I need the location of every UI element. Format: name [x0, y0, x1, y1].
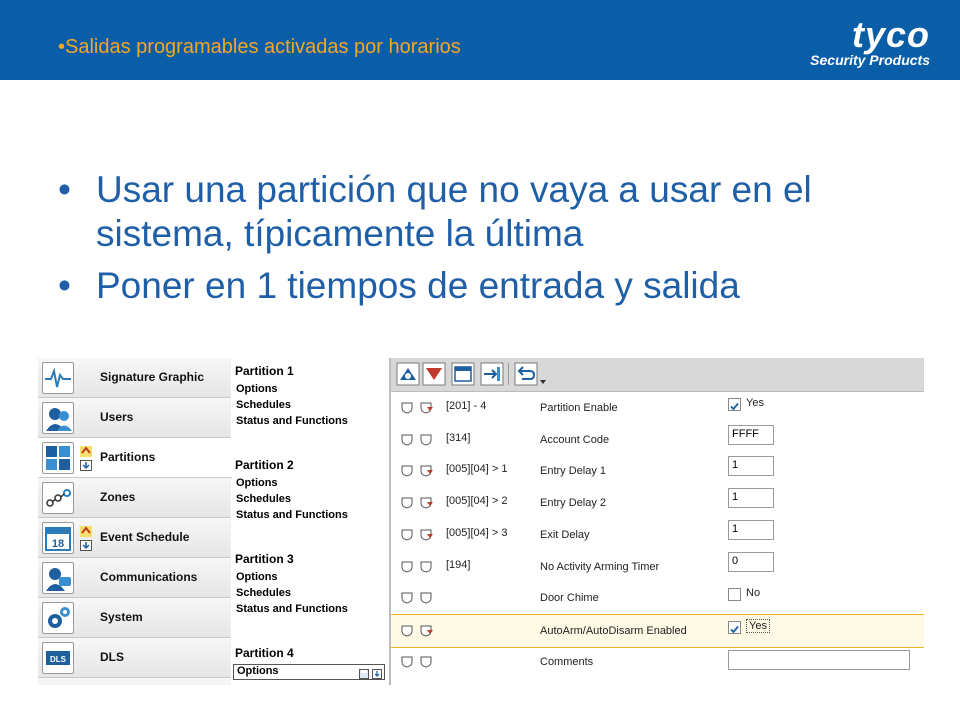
row-label: Door Chime	[540, 592, 599, 604]
nav-item-users[interactable]	[38, 398, 230, 438]
chevron-down-icon[interactable]	[540, 371, 546, 389]
nav-item-event-schedule[interactable]	[38, 518, 230, 558]
table-row	[391, 392, 924, 424]
shield-icon[interactable]	[401, 591, 413, 603]
dls-icon	[42, 642, 74, 674]
shield-red-icon[interactable]	[420, 624, 432, 636]
row-label: AutoArm/AutoDisarm Enabled	[540, 625, 687, 637]
table-row	[391, 614, 924, 648]
shield-icon[interactable]	[401, 433, 413, 445]
nav-label: Communications	[100, 570, 198, 584]
partition-status-link[interactable]: Status and Functions	[236, 509, 348, 521]
toolbar	[391, 358, 924, 392]
nav-item-partitions[interactable]	[38, 438, 232, 478]
bullet-text: Poner en 1 tiempos de entrada y salida	[96, 265, 740, 306]
row-label: Entry Delay 2	[540, 497, 607, 509]
option-checkbox[interactable]	[728, 588, 741, 601]
partition-tree	[231, 358, 391, 685]
nav-item-more[interactable]	[38, 678, 230, 685]
logo-subtitle: Security Products	[810, 52, 930, 68]
row-label: No Activity Arming Timer	[540, 561, 660, 573]
table-row	[391, 582, 924, 614]
option-value-field[interactable]: 1	[728, 520, 774, 540]
shield-icon[interactable]	[401, 464, 413, 476]
partition-header[interactable]: Partition 4	[235, 646, 294, 660]
partition-status-link[interactable]: Status and Functions	[236, 603, 348, 615]
option-checkbox[interactable]	[728, 398, 741, 411]
table-row	[391, 424, 924, 456]
option-value-field[interactable]: 1	[728, 488, 774, 508]
partition-schedules-link[interactable]: Schedules	[236, 587, 292, 599]
partition-status-link[interactable]: Status and Functions	[236, 415, 348, 427]
nav-label: DLS	[100, 650, 124, 664]
left-nav	[38, 358, 232, 685]
comments-field[interactable]	[728, 650, 910, 670]
row-reference: [005][04] > 2	[446, 495, 508, 507]
dls-app-window	[38, 358, 924, 685]
shield-icon[interactable]	[401, 624, 413, 636]
option-value-field[interactable]: 0	[728, 552, 774, 572]
users-icon	[42, 402, 74, 434]
tyco-logo	[810, 14, 930, 68]
shield-red-icon[interactable]	[420, 401, 432, 413]
partition-header[interactable]: Partition 3	[235, 552, 294, 566]
nav-label: Partitions	[100, 450, 156, 464]
shield-red-icon[interactable]	[420, 464, 432, 476]
partition-header[interactable]: Partition 1	[235, 364, 294, 378]
communications-icon	[42, 562, 74, 594]
options-panel	[391, 358, 924, 685]
nav-label: Zones	[100, 490, 136, 504]
partition-header[interactable]: Partition 2	[235, 458, 294, 472]
logo-word: tyco	[851, 14, 930, 55]
nav-label: System	[100, 610, 143, 624]
shield-icon[interactable]	[401, 655, 413, 667]
checkbox-label: Yes	[746, 619, 770, 633]
row-label: Exit Delay	[540, 529, 590, 541]
table-row	[391, 487, 924, 519]
nav-item-system[interactable]	[38, 598, 230, 638]
nav-label: Users	[100, 410, 134, 424]
partition-option-link[interactable]: Options	[237, 665, 279, 677]
sync-icon	[80, 444, 92, 455]
transfer-icon[interactable]	[480, 362, 504, 386]
nav-label: Signature Graphic	[100, 370, 205, 384]
partition-schedules-link[interactable]: Schedules	[236, 493, 292, 505]
nav-item-dls[interactable]	[38, 638, 230, 678]
row-reference: [194]	[446, 559, 471, 571]
sync-icon	[80, 524, 92, 535]
gear-icon	[42, 602, 74, 634]
calendar-edit-icon[interactable]	[451, 362, 475, 386]
shield-icon[interactable]	[401, 401, 413, 413]
bullet-dot: •	[58, 265, 71, 306]
checkbox-label: Yes	[746, 397, 764, 409]
shield-icon[interactable]	[420, 560, 432, 572]
nav-label: Event Schedule	[100, 530, 190, 544]
shield-icon[interactable]	[401, 560, 413, 572]
row-reference: [201] - 4	[446, 400, 487, 412]
nav-item-signature-graphic[interactable]	[38, 358, 230, 398]
table-row	[391, 551, 924, 583]
row-reference: [005][04] > 1	[446, 463, 508, 475]
nav-item-zones[interactable]	[38, 478, 230, 518]
option-value-field[interactable]: 1	[728, 456, 774, 476]
option-checkbox[interactable]	[728, 621, 741, 634]
slide-title: •Salidas programables activadas por horarios	[58, 36, 461, 58]
partition-option-link[interactable]: Options	[236, 571, 278, 583]
bullet-text: Usar una partición que no vaya a usar en el sistema, típicamente la última	[96, 169, 812, 254]
shield-icon[interactable]	[401, 496, 413, 508]
calendar-icon	[42, 522, 74, 554]
partition-option-link[interactable]: Options	[236, 383, 278, 395]
row-label: Comments	[540, 656, 594, 668]
shield-icon[interactable]	[420, 655, 432, 667]
download-icon	[80, 538, 92, 549]
download-red-icon[interactable]	[422, 362, 446, 386]
shield-red-icon[interactable]	[420, 496, 432, 508]
bullet-list	[58, 168, 918, 316]
shield-red-icon[interactable]	[420, 528, 432, 540]
row-label: Partition Enable	[540, 402, 618, 414]
partition-schedules-link[interactable]: Schedules	[236, 399, 292, 411]
partition-option-link[interactable]: Options	[236, 477, 278, 489]
table-row	[391, 455, 924, 487]
calendar-day: 18	[51, 538, 65, 550]
partitions-icon	[42, 442, 74, 474]
save-icon[interactable]	[359, 666, 369, 676]
toolbar-divider	[508, 363, 509, 385]
table-row	[391, 519, 924, 551]
row-label: Account Code	[540, 434, 610, 446]
selected-option-row[interactable]	[233, 664, 385, 680]
download-icon[interactable]	[372, 666, 382, 676]
shield-icon[interactable]	[420, 591, 432, 603]
option-value-field[interactable]: FFFF	[728, 425, 774, 445]
table-row	[391, 646, 924, 678]
dls-badge: DLS	[50, 655, 66, 664]
signature-icon	[42, 362, 74, 394]
undo-icon[interactable]	[514, 362, 538, 386]
slide-header	[0, 0, 960, 80]
bullet-item	[58, 168, 918, 256]
shield-icon[interactable]	[401, 528, 413, 540]
bullet-item	[58, 264, 918, 308]
zones-icon	[42, 482, 74, 514]
bullet-dot: •	[58, 169, 71, 210]
row-reference: [314]	[446, 432, 471, 444]
download-icon	[80, 458, 92, 469]
nav-item-communications[interactable]	[38, 558, 230, 598]
upload-icon[interactable]	[396, 362, 420, 386]
row-reference: [005][04] > 3	[446, 527, 508, 539]
checkbox-label: No	[746, 587, 761, 599]
row-label: Entry Delay 1	[540, 465, 607, 477]
shield-icon[interactable]	[420, 433, 432, 445]
